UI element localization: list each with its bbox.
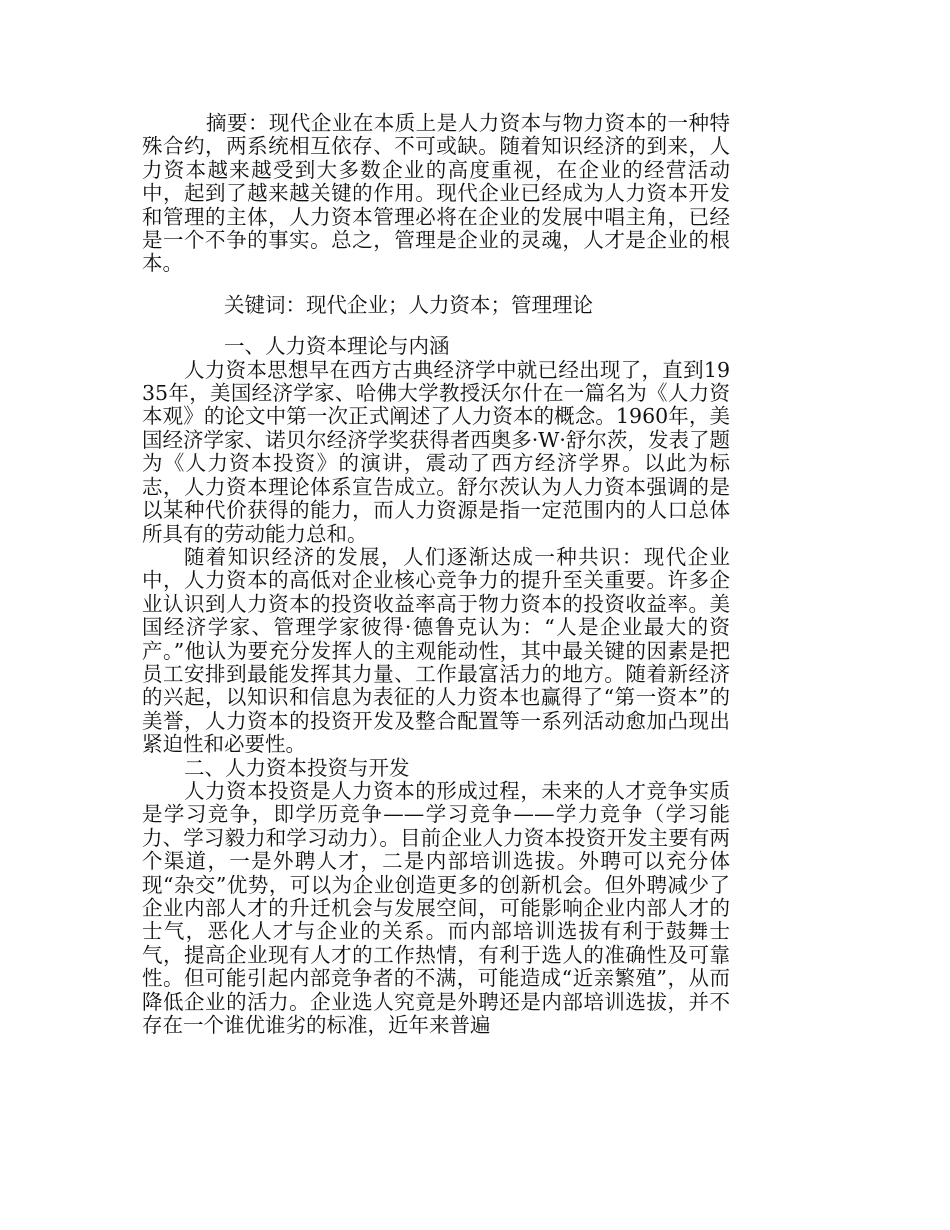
section-heading-2: 二、人力资本投资与开发 [184, 755, 410, 780]
section2-paragraph-1: 人力资本投资是人力资本的形成过程，未来的人才竞争实质是学习竞争，即学历竞争——学习竞争——学力竞争（学习能力、学习毅力和学习动力）。目前企业人力资本投资开发主要有两个渠道，一是外聘人才，二是内部培训选拔。外聘可以充分体现“杂交”优势，可以为企业创造更多的创新机会。但外聘减少了企业内部人才的升迁机会与发展空间，可能影响企业内部人才的士气，恶化人才与企业的关系。而内部培训选拔有利于鼓舞士气，提高企业现有人才的工作热情，有利于选人的准确性及可靠性。但可能引起内部竞争者的不满，可能造成“近亲繁殖”，从而降低企业的活力。企业选人究竟是外聘还是内部培训选拔，并不存在一个谁优谁劣的标准，近年来普遍 [142, 778, 730, 1038]
document-page [142, 112, 730, 1037]
section-heading-1: 一、人力资本理论与内涵 [224, 334, 450, 359]
abstract-paragraph: 摘要：现代企业在本质上是人力资本与物力资本的一种特殊合约，两系统相互依存、不可或缺。随着知识经济的到来，人力资本越来越受到大多数企业的高度重视，在企业的经营活动中，起到了越来越关键的作用。现代企业已经成为人力资本开发和管理的主体，人力资本管理必将在企业的发展中唱主角，已经是一个不争的事实。总之，管理是企业的灵魂，人才是企业的根本。 [142, 111, 730, 276]
keywords-line: 关键词：现代企业；人力资本；管理理论 [224, 292, 593, 317]
section1-paragraph-1: 人力资本思想早在西方古典经济学中就已经出现了，直到1935年，美国经济学家、哈佛大学教授沃尔什在一篇名为《人力资本观》的论文中第一次正式阐述了人力资本的概念。1960年，美国经济学家、诺贝尔经济学奖获得者西奥多·W·舒尔茨，发表了题为《人力资本投资》的演讲，震动了西方经济学界。以此为标志，人力资本理论体系宣告成立。舒尔茨认为人力资本强调的是以某种代价获得的能力，而人力资源是指一定范围内的人口总体所具有的劳动能力总和。 [142, 357, 730, 546]
section1-paragraph-2: 随着知识经济的发展，人们逐渐达成一种共识：现代企业中，人力资本的高低对企业核心竞争力的提升至关重要。许多企业认识到人力资本的投资收益率高于物力资本的投资收益率。美国经济学家、管理学家彼得·德鲁克认为：“人是企业最大的资产。”他认为要充分发挥人的主观能动性，其中最关键的因素是把员工安排到最能发挥其力量、工作最富活力的地方。随着新经济的兴起，以知识和信息为表征的人力资本也赢得了“第一资本”的美誉，人力资本的投资开发及整合配置等一系列活动愈加凸现出紧迫性和必要性。 [142, 544, 730, 757]
